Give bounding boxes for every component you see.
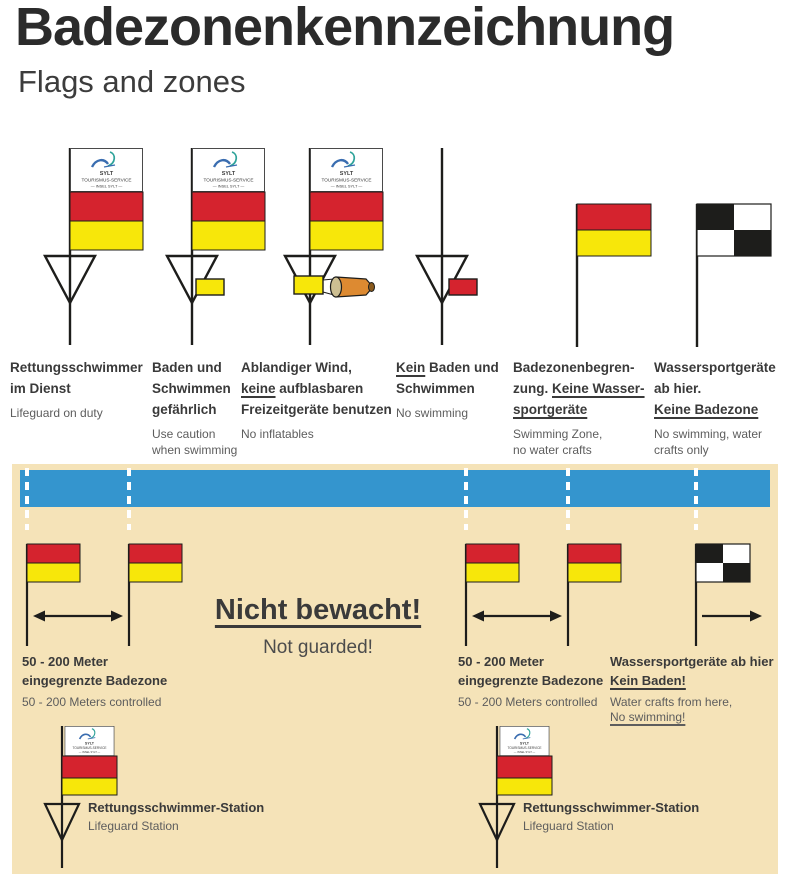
caption-offshore-wind: Ablandiger Wind, keine aufblasbaren Freizeitgeräte benutzen No inflatables (241, 360, 392, 441)
offshore-wind-flag-icon (285, 148, 383, 345)
caption-zone-boundary: Badezonenbegren- zung. Keine Wasser- sportgeräte Swimming Zone, no water crafts (513, 360, 645, 457)
lifeguard-on-duty-flag-icon (45, 148, 143, 345)
zone-right-label: 50 - 200 Meter eingegrenzte Badezone 50 - 200 Meters controlled (458, 654, 604, 709)
caption-watersports: Wassersportgeräte ab hier. Keine Badezone No swimming, water crafts only (654, 360, 776, 457)
checkered-flag-icon (696, 544, 750, 646)
zone-left-label: 50 - 200 Meter eingegrenzte Badezone 50 - 200 Meters controlled (22, 654, 168, 709)
windsock-icon (323, 277, 375, 297)
lifeguard-station-icon (45, 726, 117, 868)
lifeguard-station-icon (480, 726, 552, 868)
checkered-flag-icon (697, 204, 771, 347)
caution-flag-icon (167, 148, 265, 345)
caption-lifeguard-on-duty: Rettungsschwimmer im Dienst Lifeguard on duty (10, 360, 143, 420)
beach-diagram (12, 464, 778, 874)
station-left-label: Rettungsschwimmer-Station Lifeguard Station (88, 800, 265, 833)
zone-width-arrow (33, 611, 123, 622)
zone-width-arrow (472, 611, 562, 622)
station-right-label: Rettungsschwimmer-Station Lifeguard Station (523, 800, 700, 833)
small-yellow-flag-icon (196, 279, 224, 295)
flag-legend-art (0, 140, 791, 355)
red-yellow-flag-icon (568, 544, 621, 646)
caption-caution: Baden und Schwimmen gefährlich Use caution when swimming (152, 360, 238, 457)
watersport-zone-label: Wassersportgeräte ab hier Kein Baden! Water crafts from here, No swimming! (610, 654, 774, 724)
no-swimming-flag-icon (417, 148, 477, 345)
page-subtitle: Flags and zones (18, 64, 246, 99)
red-yellow-flag-icon (27, 544, 80, 646)
small-red-flag-icon (449, 279, 477, 295)
red-yellow-flag-icon (466, 544, 519, 646)
page-title: Badezonenkennzeichnung (15, 0, 675, 57)
not-guarded-label: Nicht bewacht! Not guarded! (214, 594, 422, 658)
small-yellow-flag-icon (294, 276, 323, 294)
watersport-direction-arrow (702, 611, 762, 622)
caption-no-swimming: Kein Baden und Schwimmen No swimming (396, 360, 499, 420)
zone-boundary-flag-icon (577, 204, 651, 347)
